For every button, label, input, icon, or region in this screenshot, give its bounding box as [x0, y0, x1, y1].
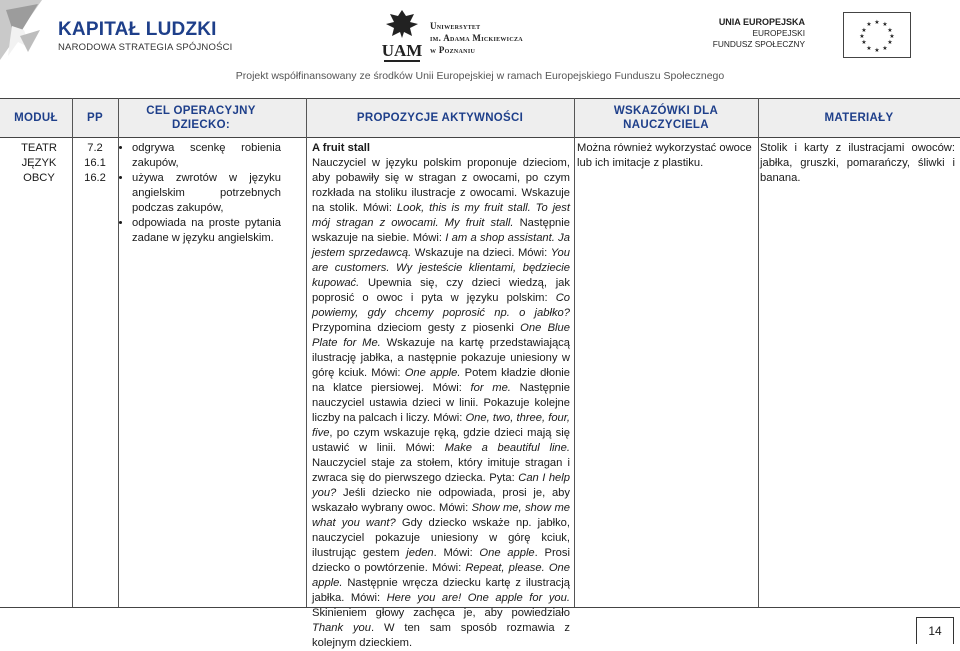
header-propozycje: PROPOZYCJE AKTYWNOŚCI	[356, 112, 524, 124]
activity-text-run: Repeat, please. One apple.	[312, 562, 570, 589]
activity-text-run: for me.	[470, 382, 511, 394]
goal-item: • używa zwrotów w języku angielskim potrzebnych podczas zakupów,	[132, 171, 281, 216]
kapital-ludzki-header	[0, 0, 233, 68]
activity-text-run: One Blue Plate for Me.	[312, 322, 570, 349]
cell-materialy: Stolik i karty z ilustracjami owoców: jabłka, gruszki, pomarańczy, śliwki i banana.	[760, 142, 955, 184]
svg-text:★: ★	[882, 45, 888, 52]
activity-body	[312, 157, 570, 649]
activity-text-run: Następnie nauczyciel ustawia dzieci w linii. Pokazuje kolejne liczby na palcach i liczy. Mówi:	[312, 382, 570, 424]
activity-text-run: Następnie wskazuje na siebie. Mówi:	[312, 217, 570, 244]
activity-text-run: . W ten sam sposób rozmawia z kolejnym dzieckiem.	[312, 622, 570, 649]
header-wskazowki: WSKAZÓWKI DLA NAUCZYCIELA	[613, 105, 719, 131]
uam-line-3: w Poznaniu	[430, 45, 476, 55]
eu-text	[713, 17, 805, 50]
column-divider	[306, 98, 307, 608]
svg-text:★: ★	[874, 19, 880, 26]
activity-text-run: Wskazuje na dzieci. Mówi:	[411, 247, 551, 259]
eu-line-2: EUROPEJSKI	[752, 28, 805, 38]
activity-text-run: Potem kładzie dłonie na klatce piersiowej. Mówi:	[312, 367, 571, 394]
svg-text:★: ★	[887, 27, 893, 34]
svg-text:★: ★	[887, 39, 893, 46]
kapital-ludzki-logo-icon	[0, 0, 50, 68]
uam-line-2: im. Adama Mickiewicza	[430, 33, 523, 43]
activity-text-run: Thank you	[312, 622, 371, 634]
activity-text-run: Nauczyciel w języku polskim proponuje dzieciom, aby pobawiły się w stragan z owocami, po czym rozkłada na stoliku ilustracje z owocami. Wskazuje na stolik. Mówi:	[312, 157, 570, 214]
svg-text:★: ★	[889, 33, 895, 40]
eu-line-1: UNIA EUROPEJSKA	[718, 17, 805, 27]
header-cel: CEL OPERACYJNY DZIECKO:	[146, 105, 256, 131]
cell-cel	[118, 141, 281, 246]
column-divider	[758, 98, 759, 608]
cell-pp	[76, 141, 114, 186]
uam-line-1: Uniwersytet	[430, 21, 481, 31]
activity-text-run: Przypomina dzieciom gesty z piosenki	[312, 322, 521, 334]
activity-text-run: Skinieniem głowy zachęca je, aby powiedziało	[312, 607, 570, 619]
activity-title: A fruit stall	[312, 142, 371, 154]
activity-text-run: . Prosi dziecko o powtórzenie. Mówi:	[312, 547, 570, 574]
activity-text-run: Nauczyciel staje za stołem, który imituje stragan i zwraca się do pierwszego dziecka. Pyta:	[312, 457, 570, 484]
activity-text-run: Gdy dziecko wskaże np. jabłko, nauczyciel pokazuje uniesiony w górę kciuk, ilustrując gestem	[312, 517, 570, 559]
activity-text-run: , po czym wskazuje ręką, gdzie dzieci mają się ustawić w linii. Mówi:	[312, 427, 570, 454]
pp-item: 16.2	[84, 172, 106, 184]
svg-text:★: ★	[859, 33, 865, 40]
activity-text-run: Can I help you?	[312, 472, 570, 499]
activity-text-run: One apple	[479, 547, 535, 559]
svg-text:★: ★	[882, 21, 888, 28]
uam-name	[430, 20, 523, 56]
cell-wskazowki: Można również wykorzystać owoce lub ich imitacje z plastiku.	[577, 142, 752, 169]
kl-subtitle: NARODOWA STRATEGIA SPÓJNOŚCI	[58, 42, 233, 53]
kl-title: KAPITAŁ LUDZKI	[58, 19, 217, 40]
cell-propozycje	[312, 141, 570, 651]
activity-text-run: jeden	[406, 547, 434, 559]
svg-text:★: ★	[861, 39, 867, 46]
svg-text:★: ★	[874, 47, 880, 54]
goal-list	[118, 141, 281, 246]
pp-item: 7.2	[87, 142, 103, 154]
activity-text-run: One apple.	[404, 367, 461, 379]
svg-text:★: ★	[866, 21, 872, 28]
header-pp: PP	[87, 112, 103, 124]
eu-flag-icon	[843, 12, 911, 58]
activity-text-run: Make a beautiful line.	[444, 442, 570, 454]
activity-text-run: Here you are! One apple for you.	[386, 592, 570, 604]
table-header-row	[0, 98, 960, 138]
activity-text-run: Jeśli dziecko nie odpowiada, prosi je, aby wskazało wybrany owoc. Mówi:	[312, 487, 570, 514]
eu-logo	[712, 12, 917, 62]
goal-item: • odgrywa scenkę robienia zakupów,	[132, 141, 281, 171]
goal-item: • odpowiada na proste pytania zadane w języku angielskim.	[132, 216, 281, 246]
column-divider	[574, 98, 575, 608]
pp-item: 16.1	[84, 157, 106, 169]
activity-text-run: One, two, three, four, five	[312, 412, 570, 439]
activity-text-run: Wskazuje na kartę przedstawiającą ilustrację jabłka, a następnie pokazuje uniesiony w górę kciuk. Mówi:	[312, 337, 570, 379]
activity-text-run: Upewnia się, czy dzieci wiedzą, jak poprosić o owoc i pyta w języku polskim:	[312, 277, 570, 304]
uam-eagle-icon	[380, 8, 424, 66]
column-divider	[72, 98, 73, 608]
activity-text-run: . Mówi:	[433, 547, 480, 559]
activity-text-run: Następnie wręcza dziecku kartę z ilustracją jabłka. Mówi:	[312, 577, 570, 604]
page-number: 14	[916, 617, 954, 644]
header-modul: MODUŁ	[14, 112, 58, 124]
header-materialy: MATERIAŁY	[824, 112, 894, 124]
project-note: Projekt współfinansowany ze środków Unii Europejskiej w ramach Europejskiego Funduszu Społecznego	[235, 70, 725, 82]
activity-text-run: Look, this is my fruit stall. To jest mój stragan z owocami. My fruit stall.	[312, 202, 570, 229]
svg-text:UAM: UAM	[381, 41, 423, 60]
activity-text-run: You are customers. Wy jesteście klientami, będziecie kupować.	[312, 247, 570, 289]
cell-modul: TEATR JĘZYK OBCY	[21, 142, 57, 184]
activity-text-run: Co powiemy, gdy chcemy poprosić np. o jabłko?	[312, 292, 570, 319]
svg-text:★: ★	[866, 45, 872, 52]
activity-text-run: Show me, show me what you want?	[312, 502, 570, 529]
eu-line-3: FUNDUSZ SPOŁECZNY	[712, 39, 805, 49]
uam-logo	[380, 8, 580, 66]
svg-text:★: ★	[861, 27, 867, 34]
activity-text-run: I am a shop assistant. Ja jestem sprzedawcą.	[312, 232, 570, 259]
